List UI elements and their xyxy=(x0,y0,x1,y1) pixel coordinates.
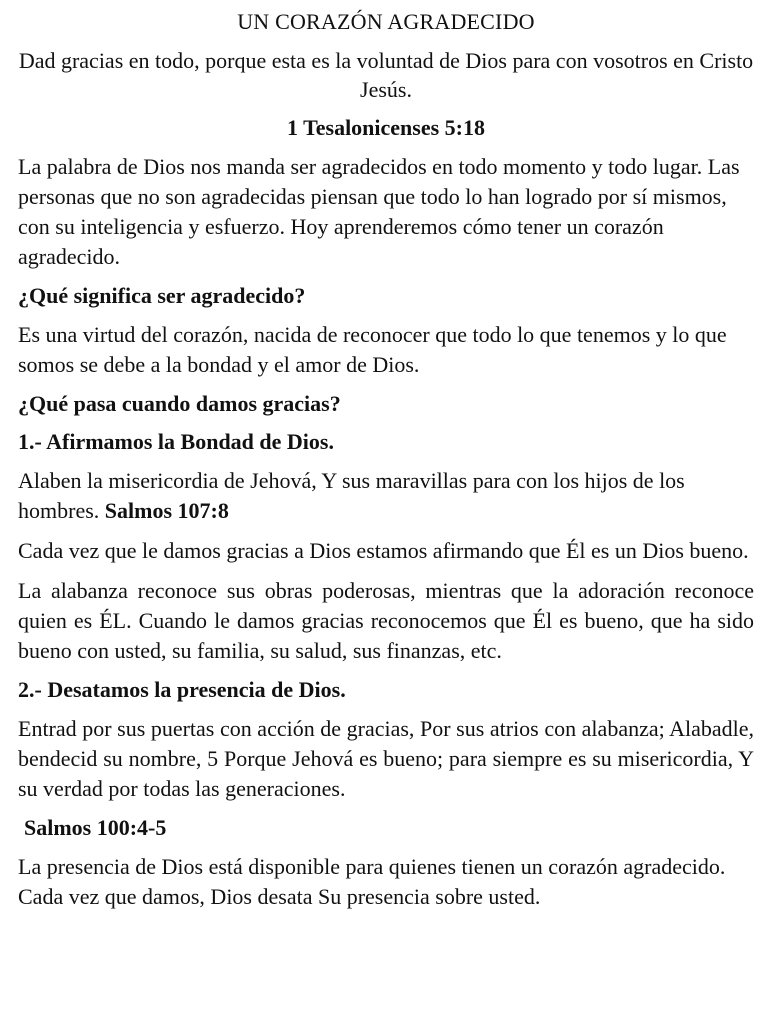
point1-verse-text: Alaben la misericordia de Jehová, Y sus maravillas para con los hijos de los hombres. xyxy=(18,468,685,523)
point1-verse-reference: Salmos 107:8 xyxy=(104,498,229,523)
point-heading-1: 1.- Afirmamos la Bondad de Dios. xyxy=(18,429,334,454)
key-verse-reference: 1 Tesalonicenses 5:18 xyxy=(286,115,486,140)
answer-paragraph-1: Es una virtud del corazón, nacida de reconocer que todo lo que tenemos y lo que somos se debe a la bondad y el amor de Dios. xyxy=(18,322,727,377)
point2-verse-reference: Salmos 100:4-5 xyxy=(24,815,167,840)
point2-paragraph-1: La presencia de Dios está disponible para quienes tienen un corazón agradecido. Cada vez que damos, Dios desata Su presencia sobre usted. xyxy=(18,854,726,909)
document-title: UN CORAZÓN AGRADECIDO xyxy=(237,9,535,34)
point1-paragraph-2: La alabanza reconoce sus obras poderosas, mientras que la adoración reconoce quien es ÉL. Cuando le damos gracias reconocemos que Él es bueno, que ha sido bueno con usted, su familia, su salud, sus finanzas, etc. xyxy=(18,578,754,663)
point1-verse-paragraph xyxy=(18,466,754,526)
intro-paragraph: La palabra de Dios nos manda ser agradecidos en todo momento y todo lugar. Las personas que no son agradecidas piensan que todo lo han logrado por sí mismos, con su inteligencia y esfuerzo. Hoy aprenderemos cómo tener un corazón agradecido. xyxy=(18,154,740,269)
question-heading-2: ¿Qué pasa cuando damos gracias? xyxy=(18,391,341,416)
point-heading-2: 2.- Desatamos la presencia de Dios. xyxy=(18,677,346,702)
point1-paragraph-1: Cada vez que le damos gracias a Dios estamos afirmando que Él es un Dios bueno. xyxy=(18,538,749,563)
key-verse: Dad gracias en todo, porque esta es la voluntad de Dios para con vosotros en Cristo Jesús. xyxy=(18,48,754,102)
point2-verse-paragraph: Entrad por sus puertas con acción de gracias, Por sus atrios con alabanza; Alabadle, bendecid su nombre, 5 Porque Jehová es bueno; para siempre es su misericordia, Y su verdad por todas las generaciones. xyxy=(18,716,754,801)
question-heading-1: ¿Qué significa ser agradecido? xyxy=(18,283,306,308)
